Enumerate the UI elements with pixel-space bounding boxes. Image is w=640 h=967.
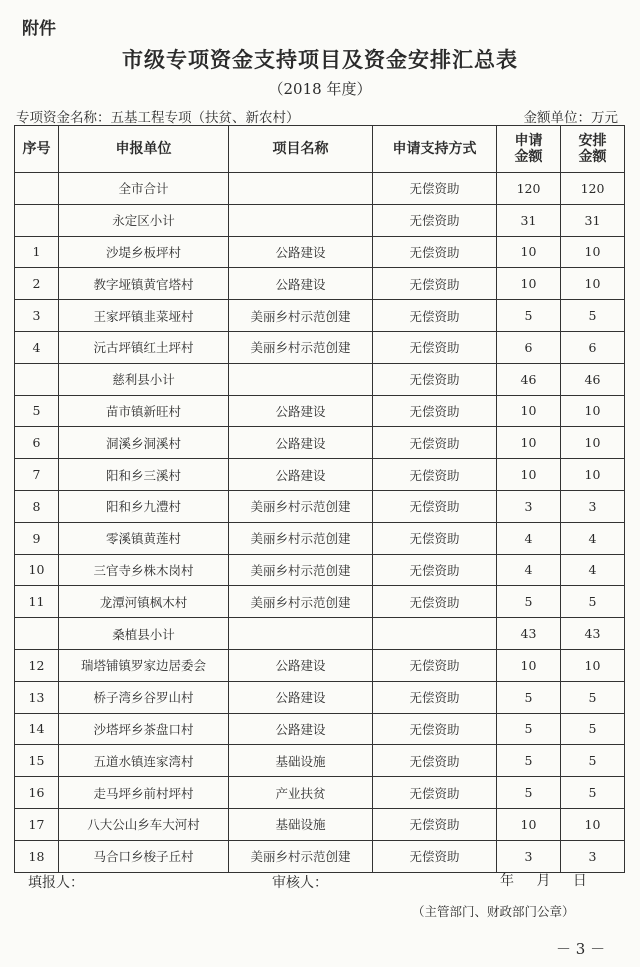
apply-amount: 10 <box>497 395 561 427</box>
row-number: 18 <box>15 840 59 872</box>
row-number: 17 <box>15 808 59 840</box>
row-number: 4 <box>15 331 59 363</box>
applicant-unit: 桑植县小计 <box>59 618 229 650</box>
arranged-amount: 6 <box>561 331 625 363</box>
arranged-amount: 10 <box>561 395 625 427</box>
applicant-unit: 走马坪乡前村坪村 <box>59 777 229 809</box>
project-name: 美丽乡村示范创建 <box>229 490 373 522</box>
apply-amount: 5 <box>497 300 561 332</box>
arranged-amount: 5 <box>561 745 625 777</box>
applicant-unit: 瑞塔铺镇罗家边居委会 <box>59 649 229 681</box>
support-method: 无偿资助 <box>373 363 497 395</box>
support-method: 无偿资助 <box>373 331 497 363</box>
col-header-method: 申请支持方式 <box>373 126 497 173</box>
applicant-unit: 三官寺乡株木岗村 <box>59 554 229 586</box>
table-row <box>15 204 625 236</box>
table-row <box>15 554 625 586</box>
row-number: 11 <box>15 586 59 618</box>
support-method: 无偿资助 <box>373 300 497 332</box>
apply-amount: 31 <box>497 204 561 236</box>
col-header-arrange-amount: 安排 金额 <box>561 126 625 173</box>
arranged-amount: 120 <box>561 173 625 205</box>
project-name: 公路建设 <box>229 395 373 427</box>
applicant-unit: 沙堤乡板坪村 <box>59 236 229 268</box>
support-method: 无偿资助 <box>373 459 497 491</box>
arranged-amount: 5 <box>561 681 625 713</box>
support-method: 无偿资助 <box>373 808 497 840</box>
applicant-unit: 龙潭河镇枫木村 <box>59 586 229 618</box>
applicant-unit: 零溪镇黄莲村 <box>59 522 229 554</box>
applicant-unit: 沅古坪镇红土坪村 <box>59 331 229 363</box>
support-method: 无偿资助 <box>373 395 497 427</box>
amount-unit: 金额单位：万元 <box>523 110 618 126</box>
arranged-amount: 3 <box>561 490 625 522</box>
seal-note: （主管部门、财政部门公章） <box>412 904 575 919</box>
table-row <box>15 649 625 681</box>
applicant-unit: 阳和乡九澧村 <box>59 490 229 522</box>
row-number: 7 <box>15 459 59 491</box>
project-name <box>229 618 373 650</box>
table-row <box>15 459 625 491</box>
applicant-unit: 王家坪镇韭菜垭村 <box>59 300 229 332</box>
col-header-project: 项目名称 <box>229 126 373 173</box>
project-name: 公路建设 <box>229 459 373 491</box>
table-row <box>15 236 625 268</box>
apply-amount: 5 <box>497 586 561 618</box>
support-method: 无偿资助 <box>373 681 497 713</box>
project-name: 美丽乡村示范创建 <box>229 554 373 586</box>
project-name: 基础设施 <box>229 808 373 840</box>
table-row <box>15 395 625 427</box>
project-name: 美丽乡村示范创建 <box>229 522 373 554</box>
arranged-amount: 31 <box>561 204 625 236</box>
project-name: 产业扶贫 <box>229 777 373 809</box>
arranged-amount: 43 <box>561 618 625 650</box>
row-number: 2 <box>15 268 59 300</box>
project-name: 公路建设 <box>229 268 373 300</box>
support-method: 无偿资助 <box>373 522 497 554</box>
table-row <box>15 777 625 809</box>
arranged-amount: 10 <box>561 427 625 459</box>
apply-amount: 43 <box>497 618 561 650</box>
apply-amount: 5 <box>497 777 561 809</box>
table-row <box>15 173 625 205</box>
support-method <box>373 618 497 650</box>
arranged-amount: 4 <box>561 554 625 586</box>
table-row <box>15 586 625 618</box>
attachment-label: 附件 <box>22 19 56 39</box>
apply-amount: 5 <box>497 745 561 777</box>
support-method: 无偿资助 <box>373 427 497 459</box>
support-method: 无偿资助 <box>373 173 497 205</box>
page-title: 市级专项资金支持项目及资金安排汇总表 <box>122 47 518 72</box>
project-name: 公路建设 <box>229 236 373 268</box>
year-subtitle: （2018 年度） <box>268 80 372 98</box>
support-method: 无偿资助 <box>373 745 497 777</box>
project-name: 美丽乡村示范创建 <box>229 840 373 872</box>
date-label: 年 月 日 <box>500 873 587 889</box>
apply-amount: 10 <box>497 268 561 300</box>
support-method: 无偿资助 <box>373 649 497 681</box>
row-number: 10 <box>15 554 59 586</box>
apply-amount: 3 <box>497 490 561 522</box>
row-number: 14 <box>15 713 59 745</box>
applicant-unit: 马合口乡梭子丘村 <box>59 840 229 872</box>
row-number: 5 <box>15 395 59 427</box>
apply-amount: 120 <box>497 173 561 205</box>
support-method: 无偿资助 <box>373 204 497 236</box>
row-number: 13 <box>15 681 59 713</box>
row-number <box>15 204 59 236</box>
applicant-unit: 阳和乡三溪村 <box>59 459 229 491</box>
arranged-amount: 5 <box>561 300 625 332</box>
project-name: 基础设施 <box>229 745 373 777</box>
project-name: 公路建设 <box>229 713 373 745</box>
applicant-unit: 教字垭镇黄官塔村 <box>59 268 229 300</box>
arranged-amount: 10 <box>561 808 625 840</box>
col-header-apply-amount: 申请 金额 <box>497 126 561 173</box>
row-number <box>15 173 59 205</box>
applicant-unit: 慈利县小计 <box>59 363 229 395</box>
applicant-unit: 苗市镇新旺村 <box>59 395 229 427</box>
support-method: 无偿资助 <box>373 840 497 872</box>
table-header-row <box>15 126 625 173</box>
support-method: 无偿资助 <box>373 586 497 618</box>
table-row <box>15 331 625 363</box>
applicant-unit: 沙塔坪乡茶盘口村 <box>59 713 229 745</box>
col-header-no: 序号 <box>15 126 59 173</box>
support-method: 无偿资助 <box>373 490 497 522</box>
apply-amount: 6 <box>497 331 561 363</box>
arranged-amount: 10 <box>561 649 625 681</box>
filler-label: 填报人： <box>28 875 84 891</box>
arranged-amount: 4 <box>561 522 625 554</box>
project-name: 美丽乡村示范创建 <box>229 331 373 363</box>
row-number <box>15 363 59 395</box>
arranged-amount: 5 <box>561 713 625 745</box>
support-method: 无偿资助 <box>373 554 497 586</box>
arranged-amount: 5 <box>561 586 625 618</box>
apply-amount: 10 <box>497 649 561 681</box>
applicant-unit: 八大公山乡车大河村 <box>59 808 229 840</box>
arranged-amount: 5 <box>561 777 625 809</box>
row-number: 1 <box>15 236 59 268</box>
summary-table <box>14 125 625 873</box>
table-row <box>15 363 625 395</box>
arranged-amount: 3 <box>561 840 625 872</box>
project-name: 公路建设 <box>229 427 373 459</box>
table-body <box>15 173 625 873</box>
applicant-unit: 洞溪乡洞溪村 <box>59 427 229 459</box>
row-number: 6 <box>15 427 59 459</box>
applicant-unit: 桥子湾乡谷罗山村 <box>59 681 229 713</box>
col-header-unit: 申报单位 <box>59 126 229 173</box>
apply-amount: 10 <box>497 427 561 459</box>
support-method: 无偿资助 <box>373 713 497 745</box>
table-row <box>15 490 625 522</box>
table-row <box>15 840 625 872</box>
applicant-unit: 永定区小计 <box>59 204 229 236</box>
row-number: 3 <box>15 300 59 332</box>
apply-amount: 5 <box>497 713 561 745</box>
row-number: 12 <box>15 649 59 681</box>
page-number: － 3 － <box>556 940 606 958</box>
table-row <box>15 745 625 777</box>
table-row <box>15 300 625 332</box>
table-row <box>15 522 625 554</box>
row-number: 15 <box>15 745 59 777</box>
table-row <box>15 713 625 745</box>
project-name: 公路建设 <box>229 681 373 713</box>
apply-amount: 10 <box>497 459 561 491</box>
project-name: 美丽乡村示范创建 <box>229 300 373 332</box>
project-name <box>229 173 373 205</box>
arranged-amount: 10 <box>561 236 625 268</box>
apply-amount: 5 <box>497 681 561 713</box>
table-row <box>15 808 625 840</box>
support-method: 无偿资助 <box>373 236 497 268</box>
row-number: 16 <box>15 777 59 809</box>
apply-amount: 4 <box>497 554 561 586</box>
reviewer-label: 审核人： <box>272 875 328 891</box>
arranged-amount: 10 <box>561 268 625 300</box>
applicant-unit: 全市合计 <box>59 173 229 205</box>
project-name <box>229 204 373 236</box>
apply-amount: 10 <box>497 236 561 268</box>
table-row <box>15 618 625 650</box>
support-method: 无偿资助 <box>373 268 497 300</box>
apply-amount: 3 <box>497 840 561 872</box>
row-number: 9 <box>15 522 59 554</box>
fund-name: 专项资金名称：五基工程专项（扶贫、新农村） <box>16 110 300 126</box>
support-method: 无偿资助 <box>373 777 497 809</box>
apply-amount: 46 <box>497 363 561 395</box>
project-name: 美丽乡村示范创建 <box>229 586 373 618</box>
project-name <box>229 363 373 395</box>
table-row <box>15 681 625 713</box>
arranged-amount: 46 <box>561 363 625 395</box>
arranged-amount: 10 <box>561 459 625 491</box>
apply-amount: 4 <box>497 522 561 554</box>
table-row <box>15 427 625 459</box>
project-name: 公路建设 <box>229 649 373 681</box>
table-row <box>15 268 625 300</box>
apply-amount: 10 <box>497 808 561 840</box>
applicant-unit: 五道水镇连家湾村 <box>59 745 229 777</box>
row-number <box>15 618 59 650</box>
row-number: 8 <box>15 490 59 522</box>
